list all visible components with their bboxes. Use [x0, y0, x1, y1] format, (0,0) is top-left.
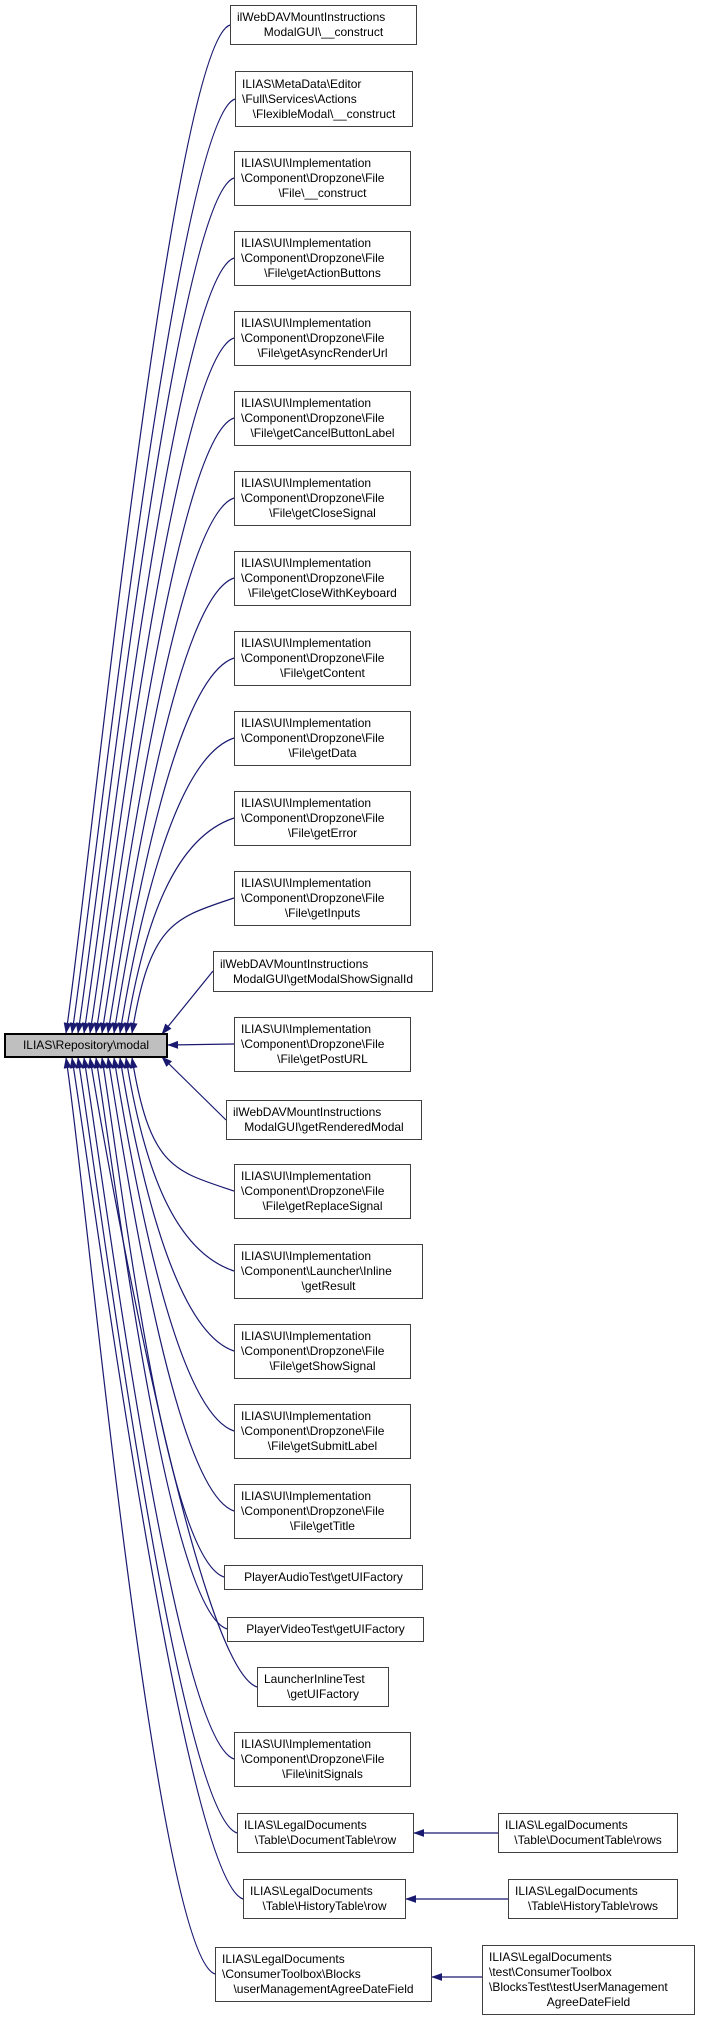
node-label-line: ILIAS\UI\Implementation: [241, 396, 372, 410]
node-label-line: \Component\Dropzone\File: [241, 651, 385, 665]
graph-node-dropzone-file-getreplacesignal[interactable]: [234, 1164, 411, 1219]
graph-node-playeraudiotest-getuifactory[interactable]: [224, 1565, 423, 1590]
node-label-line: ILIAS\UI\Implementation: [241, 1489, 372, 1503]
node-label-line: ILIAS\UI\Implementation: [241, 876, 372, 890]
graph-node-dropzone-file-getsubmitlabel[interactable]: [234, 1404, 411, 1459]
node-label-line: \Table\DocumentTable\rows: [514, 1833, 662, 1847]
graph-node-dropzone-file-getclosewithkeyboard[interactable]: [234, 551, 411, 606]
node-label-line: \File\getShowSignal: [269, 1359, 376, 1373]
node-label-line: \Component\Dropzone\File: [241, 331, 385, 345]
node-label-line: ILIAS\UI\Implementation: [241, 556, 372, 570]
node-label-line: ILIAS\LegalDocuments: [222, 1952, 345, 1966]
node-label-line: ILIAS\UI\Implementation: [241, 156, 372, 170]
node-label-line: \Component\Dropzone\File: [241, 731, 385, 745]
graph-node-legaldocuments-historytable-row[interactable]: [243, 1879, 406, 1919]
node-label-line: ILIAS\UI\Implementation: [241, 1329, 372, 1343]
node-label-line: ilWebDAVMountInstructions: [220, 956, 369, 971]
node-label-line: ILIAS\UI\Implementation: [241, 236, 372, 250]
node-label-line: ilWebDAVMountInstructions: [237, 10, 386, 24]
node-label-line: \userManagementAgreeDateField: [233, 1982, 414, 1996]
graph-node-launcher-inline-getresult[interactable]: [234, 1244, 423, 1299]
graph-node-legaldocuments-usermanagementagreedatefield[interactable]: [215, 1947, 432, 2002]
node-label-line: \getUIFactory: [286, 1687, 360, 1701]
graph-node-dropzone-file-construct[interactable]: [234, 151, 411, 206]
node-label-line: \File\getSubmitLabel: [267, 1439, 378, 1453]
graph-node-dropzone-file-gettitle[interactable]: [234, 1484, 411, 1539]
graph-node-legaldocuments-documenttable-rows[interactable]: [498, 1813, 678, 1853]
node-label-line: ILIAS\UI\Implementation: [241, 796, 372, 810]
node-label-line: ILIAS\UI\Implementation: [241, 1022, 372, 1036]
node-label-line: ILIAS\UI\Implementation: [241, 1169, 372, 1183]
graph-node-dropzone-file-getcontent[interactable]: [234, 631, 411, 686]
graph-node-dropzone-file-getdata[interactable]: [234, 711, 411, 766]
node-label-line: ILIAS\LegalDocuments: [515, 1884, 638, 1898]
node-label-line: ILIAS\UI\Implementation: [241, 1249, 372, 1263]
node-label-line: \test\ConsumerToolbox: [489, 1965, 612, 1979]
node-label-line: AgreeDateField: [546, 1995, 631, 2009]
node-label-line: \Component\Launcher\Inline: [241, 1264, 392, 1278]
node-label-line: ModalGUI\getRenderedModal: [244, 1120, 404, 1134]
node-label-line: \File\getPostURL: [277, 1052, 368, 1066]
node-label-line: \FlexibleModal\__construct: [252, 106, 396, 121]
node-label-line: \File\getInputs: [284, 906, 361, 920]
node-label-line: \Component\Dropzone\File: [241, 1752, 385, 1766]
node-label-line: \Component\Dropzone\File: [241, 1037, 385, 1051]
node-label-line: \Component\Dropzone\File: [241, 1504, 385, 1518]
graph-node-dropzone-file-initsignals[interactable]: [234, 1732, 411, 1787]
node-label-line: PlayerVideoTest\getUIFactory: [246, 1622, 405, 1636]
node-label-line: \Table\HistoryTable\rows: [527, 1899, 659, 1913]
node-label-line: \Component\Dropzone\File: [241, 811, 385, 825]
graph-node-dropzone-file-getcancelbuttonlabel[interactable]: [234, 391, 411, 446]
node-label-line: ILIAS\LegalDocuments: [244, 1818, 367, 1832]
node-label-line: \File\getCloseSignal: [269, 506, 376, 520]
node-label-line: ilWebDAVMountInstructions: [233, 1105, 382, 1119]
graph-node-center-modal: [4, 1033, 168, 1058]
node-label-line: \File\getData: [288, 746, 357, 760]
graph-node-dropzone-file-getshowsignal[interactable]: [234, 1324, 411, 1379]
graph-node-legaldocuments-documenttable-row[interactable]: [237, 1813, 414, 1853]
graph-node-launcherinlinetest-getuifactory[interactable]: [257, 1667, 389, 1707]
graph-node-dropzone-file-getactionbuttons[interactable]: [234, 231, 411, 286]
node-label-line: \File\getAsyncRenderUrl: [257, 346, 388, 360]
node-label-line: ILIAS\UI\Implementation: [241, 636, 372, 650]
graph-node-metadata-flexiblemodal-construct[interactable]: [235, 71, 413, 127]
graph-node-dropzone-file-getclosesignal[interactable]: [234, 471, 411, 526]
node-label-line: LauncherInlineTest: [264, 1672, 365, 1686]
graph-node-ilwebdav-modalgui-construct[interactable]: [230, 5, 417, 45]
node-label-line: ILIAS\Repository\modal: [22, 1038, 150, 1052]
node-label-line: \Component\Dropzone\File: [241, 891, 385, 905]
node-label-line: \Component\Dropzone\File: [241, 251, 385, 265]
node-label-line: \Component\Dropzone\File: [241, 1344, 385, 1358]
node-label-line: \Component\Dropzone\File: [241, 411, 385, 425]
node-label-line: \Component\Dropzone\File: [241, 1424, 385, 1438]
node-label-line: ModalGUI\getModalShowSignalId: [232, 971, 414, 986]
node-label-line: \File\initSignals: [282, 1767, 363, 1781]
node-label-line: ILIAS\LegalDocuments: [250, 1884, 373, 1898]
node-label-line: ILIAS\UI\Implementation: [241, 716, 372, 730]
node-label-line: PlayerAudioTest\getUIFactory: [244, 1570, 403, 1584]
graph-node-dropzone-file-getasyncrenderurl[interactable]: [234, 311, 411, 366]
node-label-line: \File\getCloseWithKeyboard: [248, 586, 397, 600]
node-label-line: ILIAS\LegalDocuments: [505, 1818, 628, 1832]
node-label-line: \Component\Dropzone\File: [241, 491, 385, 505]
node-label-line: \Component\Dropzone\File: [241, 1184, 385, 1198]
node-label-line: \Table\DocumentTable\row: [254, 1833, 397, 1847]
node-label-line: \File\getError: [287, 826, 358, 840]
node-label-line: ILIAS\UI\Implementation: [241, 1737, 372, 1751]
node-label-line: \Table\HistoryTable\row: [262, 1899, 387, 1913]
graph-node-dropzone-file-geterror[interactable]: [234, 791, 411, 846]
node-label-line: ILIAS\MetaData\Editor: [242, 76, 362, 91]
node-label-line: \BlocksTest\testUserManagement: [489, 1980, 668, 1994]
node-label-line: \File\__construct: [278, 186, 367, 200]
graph-node-ilwebdav-modalgui-getmodalshowsignalid[interactable]: [213, 951, 433, 992]
node-label-line: \File\getActionButtons: [264, 266, 381, 280]
node-label-line: ILIAS\UI\Implementation: [241, 316, 372, 330]
graph-node-ilwebdav-modalgui-getrenderedmodal[interactable]: [226, 1100, 422, 1140]
node-label-line: \File\getContent: [280, 666, 365, 680]
graph-node-dropzone-file-getposturl[interactable]: [234, 1017, 411, 1072]
graph-node-dropzone-file-getinputs[interactable]: [234, 871, 411, 926]
node-label-line: \File\getCancelButtonLabel: [250, 426, 395, 440]
node-label-line: \Component\Dropzone\File: [241, 171, 385, 185]
node-label-line: \File\getReplaceSignal: [262, 1199, 383, 1213]
node-label-line: \Component\Dropzone\File: [241, 571, 385, 585]
graph-node-playervideotest-getuifactory[interactable]: [227, 1617, 424, 1642]
node-label-line: \ConsumerToolbox\Blocks: [222, 1967, 361, 1981]
node-label-line: \Full\Services\Actions: [242, 91, 357, 106]
node-label-line: ILIAS\UI\Implementation: [241, 476, 372, 490]
node-label-line: \getResult: [301, 1279, 356, 1293]
node-label-line: ILIAS\LegalDocuments: [489, 1950, 612, 1964]
node-label-line: \File\getTitle: [290, 1519, 355, 1533]
graph-node-legaldocuments-blockstest-testusermanagementagreedatefield[interactable]: [482, 1945, 695, 2015]
node-label-line: ModalGUI\__construct: [263, 25, 384, 39]
graph-node-legaldocuments-historytable-rows[interactable]: [508, 1879, 678, 1919]
node-label-line: ILIAS\UI\Implementation: [241, 1409, 372, 1423]
